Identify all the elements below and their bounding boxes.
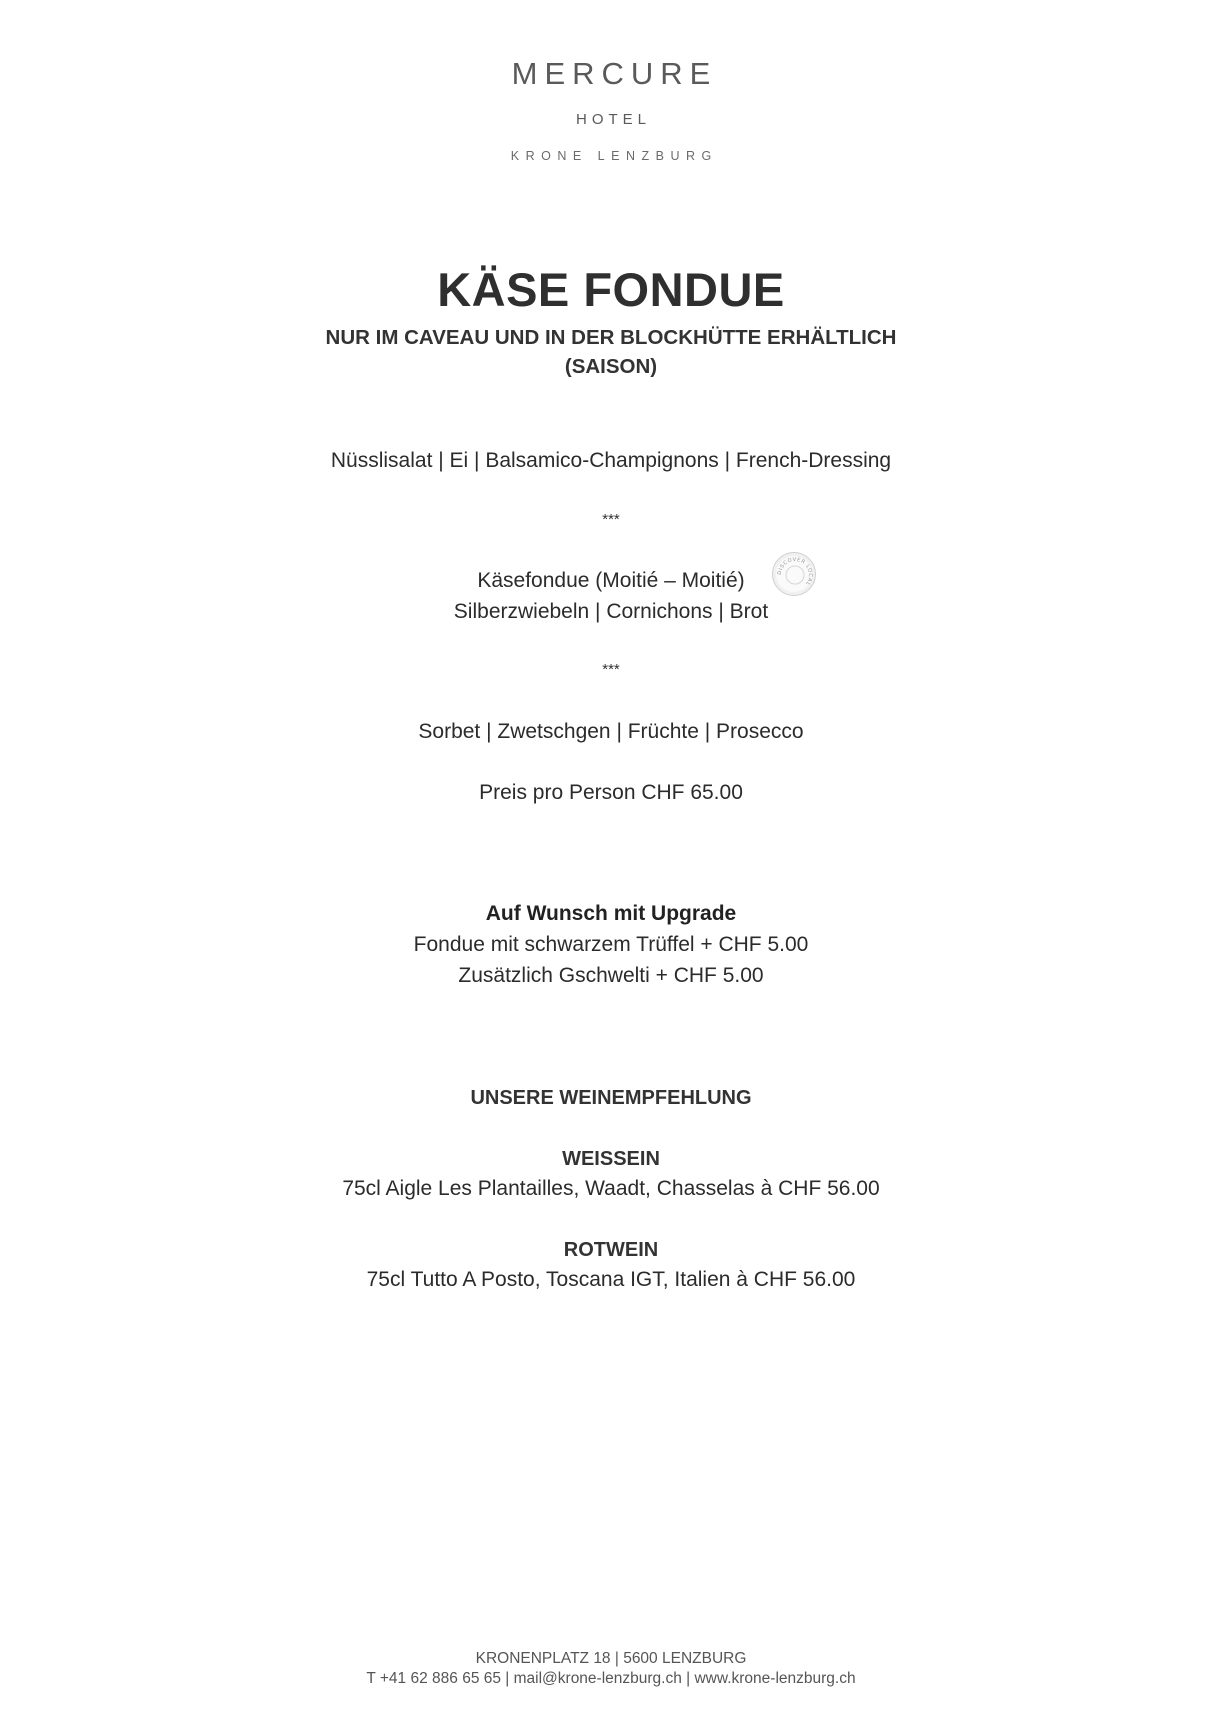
red-wine-item: 75cl Tutto A Posto, Toscana IGT, Italien à CHF 56.00 (366, 1268, 856, 1291)
wine-heading: UNSERE WEINEMPFEHLUNG (470, 1087, 752, 1109)
course-separator-2: *** (602, 661, 620, 678)
footer-address: KRONENPLATZ 18 | 5600 LENZBURG (475, 1650, 747, 1667)
subtitle-line-1: NUR IM CAVEAU UND IN DER BLOCKHÜTTE ERHÄLTLICH (325, 326, 897, 349)
white-wine-heading: WEISSEIN (562, 1148, 660, 1170)
price-per-person: Preis pro Person CHF 65.00 (479, 781, 743, 804)
course-main-title: Käsefondue (Moitié – Moitié) (477, 569, 745, 592)
logo-location: KRONE LENZBURG (510, 149, 718, 163)
logo-brand: MERCURE (511, 56, 718, 91)
svg-text:DISCOVER LOCAL (777, 557, 813, 587)
course-starter: Nüsslisalat | Ei | Balsamico-Champignons | French-Dressing (330, 449, 892, 472)
course-main-sides: Silberzwiebeln | Cornichons | Brot (453, 600, 769, 623)
page-title: KÄSE FONDUE (437, 263, 785, 316)
discover-local-seal-icon (772, 552, 816, 596)
upgrade-heading: Auf Wunsch mit Upgrade (485, 902, 737, 925)
course-separator: *** (602, 511, 620, 528)
upgrade-option-truffle: Fondue mit schwarzem Trüffel + CHF 5.00 (413, 933, 809, 956)
seal-text: DISCOVER LOCAL (776, 556, 814, 587)
footer-contact: T +41 62 886 65 65 | mail@krone-lenzburg.ch | www.krone-lenzburg.ch (366, 1670, 856, 1687)
logo-hotel: HOTEL (575, 111, 651, 128)
course-dessert: Sorbet | Zwetschgen | Früchte | Prosecco (418, 720, 804, 743)
red-wine-heading: ROTWEIN (563, 1239, 659, 1261)
subtitle-line-2: (SAISON) (564, 355, 658, 378)
upgrade-option-gschwelti: Zusätzlich Gschwelti + CHF 5.00 (458, 964, 764, 987)
white-wine-item: 75cl Aigle Les Plantailles, Waadt, Chasselas à CHF 56.00 (342, 1177, 880, 1200)
